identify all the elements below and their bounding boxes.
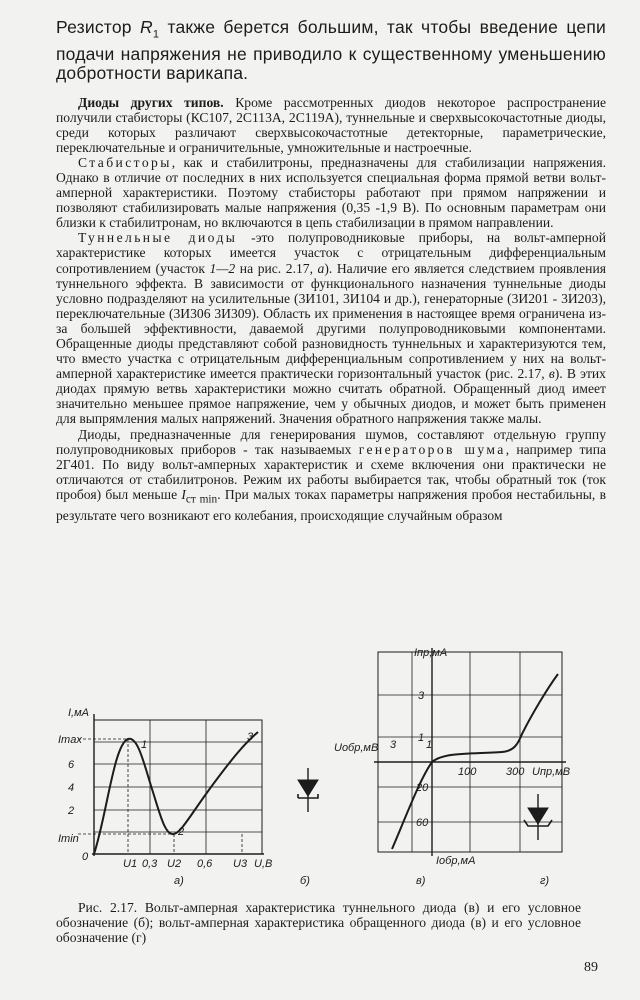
panel-v-graph bbox=[374, 648, 566, 856]
panel-a-ylabel: I,мА bbox=[68, 707, 89, 719]
figure-2-17 bbox=[52, 644, 612, 904]
tunnel-diode-symbol bbox=[298, 768, 318, 812]
figure-svg bbox=[52, 644, 612, 904]
panel-a-xlabel: U,В bbox=[254, 858, 273, 870]
panel-a-labels bbox=[58, 707, 272, 887]
x-tick: U3 bbox=[233, 858, 248, 870]
point-label: 1 bbox=[141, 739, 148, 751]
y-tick: 2 bbox=[68, 805, 75, 817]
imax-label: Imax bbox=[58, 734, 82, 746]
panel-a-letter: а) bbox=[174, 875, 184, 887]
x-tick: 0,3 bbox=[142, 858, 158, 870]
imin-label: Imin bbox=[58, 833, 79, 845]
term-tunnel-diodes: Туннельные диоды bbox=[78, 230, 238, 246]
resistor-symbol: R bbox=[140, 17, 153, 37]
y-tick: 6 bbox=[68, 759, 75, 771]
y-tick: 3 bbox=[418, 690, 425, 702]
page-body bbox=[56, 18, 606, 523]
paragraph-tunnel-diodes: Туннельные диоды -это полупроводниковые приборы, на вольт-амперной характеристике которых имеется участок с отрицательным дифференциальным сопротивлением (участок 1—2 на рис. 2.17, а). Наличие его является следствием проявления туннельного эффекта. В зависимости от функционального назначения туннельные диоды условно подразделяют на усилительные (3И101, 3И104 и др.), генераторные (3И201 - 3И203), переключательные (3И306 3И309). Область их применения в настоящее время ограничена из-за большей эффективности, даваемой другими полупроводниковыми компонентами. Обращенные диоды представляют собой разновидность туннельных и характеризуются тем, что вместо участка с отрицательным дифференциальным сопротивлением у них на вольт-амперной характеристике имеется практически горизонтальный участок (рис. 2.17, в). В этих диодах прямую ветвь характеристики можно считать обратной. Обращенный диод имеет значительно меньшее прямое напряжение, чем у обычных диодов, и может быть применен для выпрямления малых напряжений. Значения обратного напряжения также малы. bbox=[56, 230, 606, 427]
tunnel-diode-curve bbox=[94, 732, 258, 854]
y-tick: 4 bbox=[68, 782, 75, 794]
panel-v-letter: в) bbox=[416, 875, 426, 887]
lead-paragraph: Резистор $R_1$ также берется большим, так чтобы введение цепи подачи напряжения не приводило к существенному уменьшению добротности варикапа. bbox=[56, 17, 606, 83]
x-tick-pos: 300 bbox=[506, 766, 525, 778]
panel-v-xlabel-pos: Uпр,мВ bbox=[532, 766, 571, 778]
section-heading: Диоды других типов. bbox=[78, 94, 224, 110]
origin-label: 0 bbox=[82, 851, 89, 863]
panel-v-labels bbox=[334, 647, 570, 887]
paragraph-stabistors: Стабисторы, как и стабилитроны, предназначены для стабилизации напряжения. Однако в отличие от последних в них используется специальная форма прямой ветви вольт-амперной характеристики. Поэтому стабисторы работают при прямом напряжении и позволяют стабилизировать малые напряжения (0,35 -1,9 В). По основным параметрам они близки к стабилитронам, но включаются в цепь стабилизации в прямом направлении. bbox=[56, 154, 606, 231]
x-tick-pos: 100 bbox=[458, 766, 477, 778]
x-tick-neg: 3 bbox=[390, 739, 397, 751]
x-tick: U2 bbox=[167, 858, 182, 870]
panel-b-letter: б) bbox=[300, 875, 310, 887]
paragraph-noise-generators: Диоды, предназначенные для генерирования шумов, составляют отдельную группу полупроводниковых приборов - так называемых генераторов шума, например типа 2Г401. По виду вольт-амперных характеристик и схеме включения они практически не отличаются от стабилитронов. Режим их работы выбирается так, чтобы обратный ток (ток пробоя) был меньше $I_{ст min}$. При малых токах параметры напряжения пробоя нестабильны, в результате чего возникают его колебания, происходящие случайным образом bbox=[56, 426, 606, 523]
x-tick: U1 bbox=[123, 858, 138, 870]
y-tick: 60 bbox=[416, 817, 429, 829]
y-tick: 20 bbox=[416, 782, 429, 794]
panel-g-letter: г) bbox=[540, 875, 550, 887]
page-number: 89 bbox=[584, 960, 598, 975]
term-stabistors: Стабисторы bbox=[78, 154, 172, 170]
x-tick-neg: 1 bbox=[426, 739, 433, 751]
panel-v-ylabel-neg: Iобр,мА bbox=[436, 855, 476, 867]
point-label: 2 bbox=[178, 826, 185, 838]
y-tick: 1 bbox=[418, 732, 425, 744]
point-label: 3 bbox=[247, 731, 254, 743]
paragraph-other-diodes: Диоды других типов. Кроме рассмотренных диодов некоторое распространение получили стабисторы (КС107, 2С113А, 2С119А), туннельные и сверхвысокочастотные диоды, среди которых различают сверхвысокочастотные детекторные, параметрические, переключательные и ограничительные, умножительные и настроечные. bbox=[56, 94, 606, 155]
panel-a-graph bbox=[78, 714, 264, 856]
term-noise-generators: генераторов шума bbox=[358, 441, 506, 457]
panel-v-ylabel: Iпр,мА bbox=[414, 647, 448, 659]
panel-v-xlabel-neg: Uобр,мВ bbox=[334, 742, 379, 754]
backward-diode-symbol bbox=[524, 794, 552, 840]
x-tick: 0,6 bbox=[197, 858, 213, 870]
figure-caption: Рис. 2.17. Вольт-амперная характеристика туннельного диода (в) и его условное обозначение (б); вольт-амперная характеристика обращенного диода (в) и его условное обозначение (г) bbox=[56, 900, 581, 946]
